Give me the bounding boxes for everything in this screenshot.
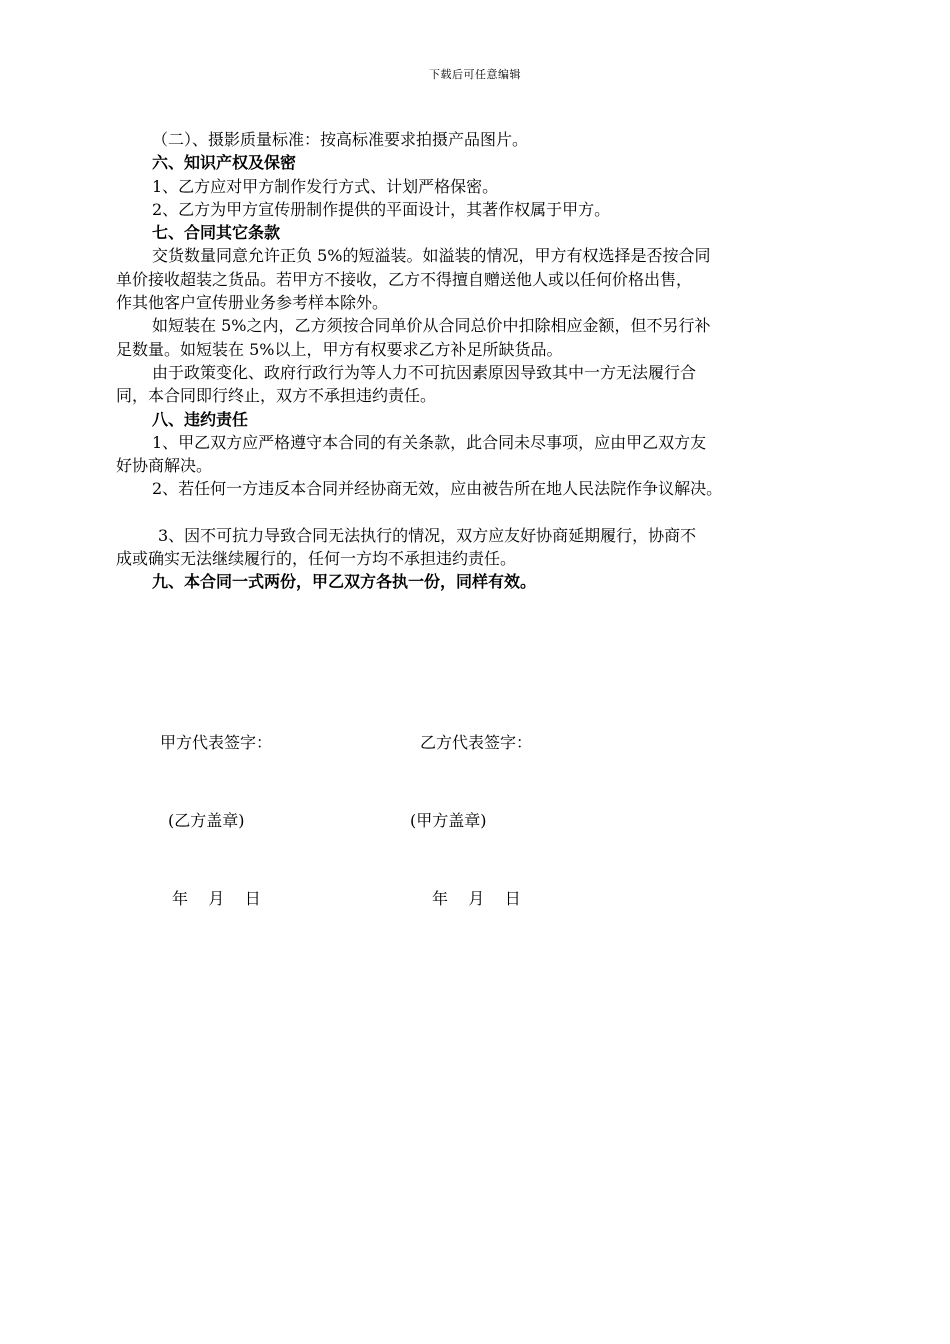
liability-clause-3-line-2: 成或确实无法继续履行的，任何一方均不承担违约责任。 bbox=[116, 549, 517, 569]
liability-clause-1-line-2: 好协商解决。 bbox=[116, 456, 213, 476]
section-heading-other-terms: 七、合同其它条款 bbox=[152, 223, 281, 243]
party-b-seal-label: (甲方盖章) bbox=[410, 811, 487, 830]
party-a-sign-label: 甲方代表签字： bbox=[160, 733, 273, 752]
overage-line-1: 交货数量同意允许正负 5%的短溢装。如溢装的情况，甲方有权选择是否按合同 bbox=[152, 246, 711, 266]
force-majeure-line-1: 由于政策变化、政府行政行为等人力不可抗因素原因导致其中一方无法履行合 bbox=[152, 362, 697, 382]
section-heading-ip: 六、知识产权及保密 bbox=[152, 153, 297, 173]
force-majeure-line-2: 同，本合同即行终止，双方不承担违约责任。 bbox=[116, 386, 437, 406]
party-b-sign-label: 乙方代表签字： bbox=[420, 733, 533, 752]
party-b-signature-block bbox=[410, 678, 533, 938]
party-a-seal-label: (乙方盖章) bbox=[168, 811, 245, 830]
ip-clause-2: 2、乙方为甲方宣传册制作提供的平面设计，其著作权属于甲方。 bbox=[152, 199, 611, 219]
section-heading-liability: 八、违约责任 bbox=[152, 409, 249, 429]
shortage-line-1: 如短装在 5%之内，乙方须按合同单价从合同总价中扣除相应金额，但不另行补 bbox=[152, 316, 711, 336]
party-b-date-label: 年 月 日 bbox=[432, 889, 521, 908]
ip-clause-1: 1、乙方应对甲方制作发行方式、计划严格保密。 bbox=[152, 176, 499, 196]
section-heading-copies: 九、本合同一式两份，甲乙双方各执一份，同样有效。 bbox=[152, 572, 537, 592]
party-a-signature-block bbox=[160, 678, 272, 938]
overage-line-3: 作其他客户宣传册业务参考样本除外。 bbox=[116, 293, 389, 313]
party-a-date-label: 年 月 日 bbox=[172, 889, 261, 908]
shortage-line-2: 足数量。如短装在 5%以上，甲方有权要求乙方补足所缺货品。 bbox=[116, 339, 563, 359]
page-header: 下载后可任意编辑 bbox=[429, 68, 521, 81]
blank-line bbox=[116, 501, 836, 524]
photo-quality-line: （二）、摄影质量标准：按高标准要求拍摄产品图片。 bbox=[152, 130, 529, 149]
overage-line-2: 单价接收超装之货品。若甲方不接收，乙方不得擅自赠送他人或以任何价格出售， bbox=[116, 269, 693, 289]
liability-clause-1-line-1: 1、甲乙双方应严格遵守本合同的有关条款，此合同未尽事项，应由甲乙双方友 bbox=[152, 432, 707, 452]
contract-body bbox=[116, 128, 836, 594]
liability-clause-3-line-1: 3、因不可抗力导致合同无法执行的情况，双方应友好协商延期履行，协商不 bbox=[158, 525, 697, 545]
liability-clause-2: 2、若任何一方违反本合同并经协商无效，应由被告所在地人民法院作争议解决。 bbox=[152, 479, 723, 499]
